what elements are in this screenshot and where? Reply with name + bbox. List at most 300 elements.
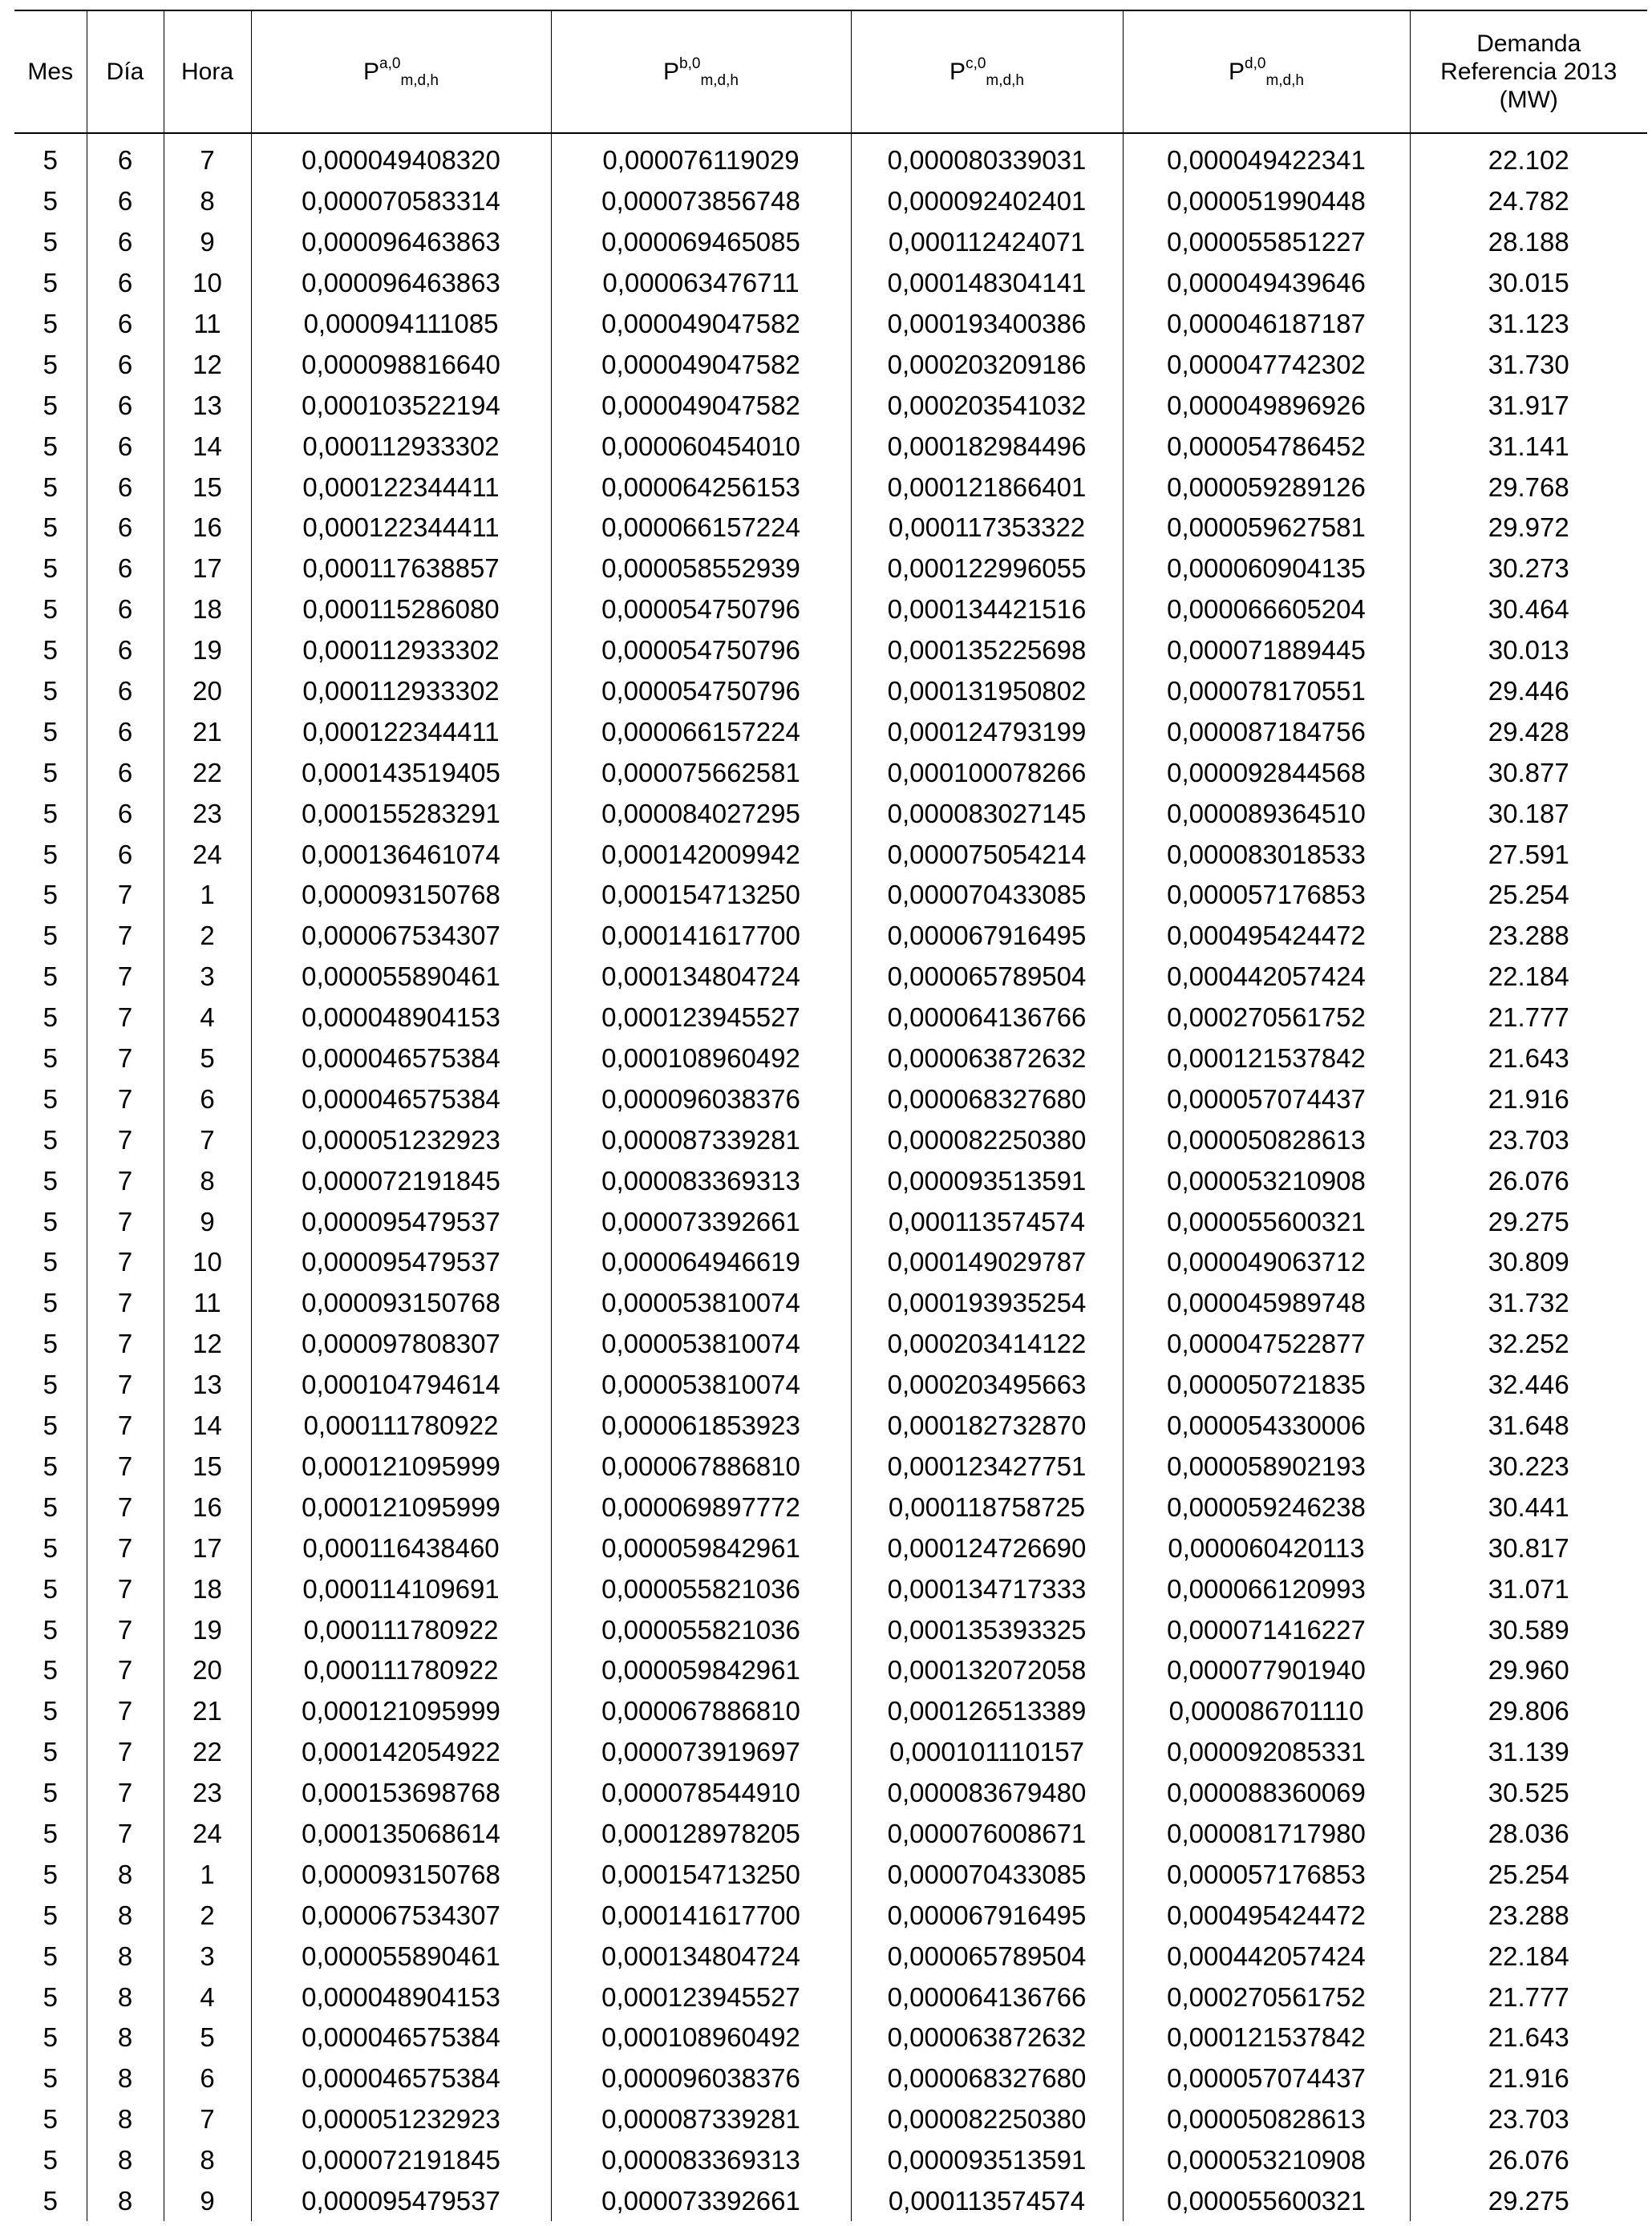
header-p-a-base: P <box>363 59 380 85</box>
p-c-cell: 0,000093513591 <box>851 2140 1123 2181</box>
mes-cell: 5 <box>43 1655 58 1686</box>
p-c-cell: 0,000068327680 <box>851 2058 1123 2099</box>
p-b-cell: 0,000123945527 <box>551 1977 851 2018</box>
table-row <box>14 834 1647 875</box>
demanda-cell: 30.015 <box>1410 263 1647 304</box>
p-b-cell: 0,000073856748 <box>551 181 851 222</box>
p-d-cell: 0,000059246238 <box>1123 1487 1410 1528</box>
p-b-cell: 0,000073392661 <box>551 1201 851 1242</box>
p-a-cell: 0,000098816640 <box>251 344 551 385</box>
hora-cell: 20 <box>164 1650 251 1691</box>
p-a-cell: 0,000096463863 <box>251 222 551 263</box>
demanda-cell: 29.275 <box>1410 2181 1647 2222</box>
p-a-cell: 0,000121095999 <box>251 1487 551 1528</box>
p-b-cell: 0,000060454010 <box>551 426 851 467</box>
p-a-cell: 0,000048904153 <box>251 998 551 1038</box>
table-row <box>14 344 1647 385</box>
header-demanda-line2: Referencia 2013 <box>1440 59 1618 85</box>
hora-cell: 14 <box>164 426 251 467</box>
p-b-cell: 0,000069897772 <box>551 1487 851 1528</box>
hora-cell: 15 <box>164 467 251 508</box>
mes-cell: 5 <box>43 268 58 298</box>
dia-cell: 8 <box>87 2181 164 2222</box>
demanda-cell: 30.817 <box>1410 1528 1647 1568</box>
p-c-cell: 0,000065789504 <box>851 1936 1123 1977</box>
p-c-cell: 0,000064136766 <box>851 1977 1123 2018</box>
p-b-cell: 0,000067886810 <box>551 1691 851 1732</box>
header-dia: Día <box>87 10 164 133</box>
mes-cell: 5 <box>43 1573 58 1604</box>
dia-cell: 8 <box>87 2018 164 2058</box>
p-d-cell: 0,000051990448 <box>1123 181 1410 222</box>
p-c-cell: 0,000067916495 <box>851 1895 1123 1936</box>
demanda-cell: 25.254 <box>1410 1854 1647 1895</box>
table-row <box>14 1119 1647 1160</box>
p-d-cell: 0,000045989748 <box>1123 1283 1410 1324</box>
demanda-cell: 30.273 <box>1410 548 1647 589</box>
p-b-cell: 0,000073392661 <box>551 2181 851 2222</box>
mes-cell: 5 <box>43 1737 58 1767</box>
p-c-cell: 0,000182984496 <box>851 426 1123 467</box>
p-a-cell: 0,000114109691 <box>251 1568 551 1609</box>
hora-cell: 14 <box>164 1406 251 1447</box>
p-b-cell: 0,000108960492 <box>551 2018 851 2058</box>
p-a-cell: 0,000122344411 <box>251 711 551 752</box>
mes-cell: 5 <box>43 1002 58 1033</box>
dia-cell: 7 <box>87 1691 164 1732</box>
table-row <box>14 2018 1647 2058</box>
mes-cell: 5 <box>43 349 58 379</box>
p-c-cell: 0,000122996055 <box>851 548 1123 589</box>
p-b-cell: 0,000059842961 <box>551 1650 851 1691</box>
table-row <box>14 1977 1647 2018</box>
header-p-b-base: P <box>663 59 680 85</box>
demanda-cell: 23.703 <box>1410 1119 1647 1160</box>
p-d-cell: 0,000055851227 <box>1123 222 1410 263</box>
table-row <box>14 1242 1647 1283</box>
dia-cell: 7 <box>87 1814 164 1855</box>
table-row <box>14 426 1647 467</box>
hora-cell: 7 <box>164 2099 251 2140</box>
p-b-cell: 0,000087339281 <box>551 1119 851 1160</box>
mes-cell: 5 <box>43 2185 58 2216</box>
p-b-cell: 0,000069465085 <box>551 222 851 263</box>
p-c-cell: 0,000063872632 <box>851 1038 1123 1079</box>
dia-cell: 7 <box>87 1487 164 1528</box>
hora-cell: 21 <box>164 1691 251 1732</box>
mes-cell: 5 <box>43 839 58 869</box>
hora-cell: 5 <box>164 1038 251 1079</box>
table-row <box>14 1691 1647 1732</box>
header-p-a-sub: m,d,h <box>400 72 439 89</box>
p-c-cell: 0,000148304141 <box>851 263 1123 304</box>
table-row <box>14 711 1647 752</box>
mes-cell: 5 <box>43 1981 58 2012</box>
p-c-cell: 0,000203209186 <box>851 344 1123 385</box>
hora-cell: 7 <box>164 1119 251 1160</box>
table-row <box>14 1732 1647 1773</box>
p-a-cell: 0,000067534307 <box>251 916 551 957</box>
demanda-cell: 30.013 <box>1410 630 1647 671</box>
demanda-cell: 21.643 <box>1410 2018 1647 2058</box>
hora-cell: 15 <box>164 1447 251 1487</box>
p-a-cell: 0,000122344411 <box>251 467 551 508</box>
p-b-cell: 0,000049047582 <box>551 385 851 426</box>
dia-cell: 8 <box>87 2140 164 2181</box>
hora-cell: 23 <box>164 1773 251 1814</box>
hourly-profile-table <box>14 10 1647 2221</box>
mes-cell: 5 <box>43 1206 58 1236</box>
p-c-cell: 0,000118758725 <box>851 1487 1123 1528</box>
p-d-cell: 0,000083018533 <box>1123 834 1410 875</box>
table-row <box>14 1895 1647 1936</box>
p-a-cell: 0,000072191845 <box>251 2140 551 2181</box>
hora-cell: 18 <box>164 589 251 630</box>
demanda-cell: 29.806 <box>1410 1691 1647 1732</box>
hora-cell: 9 <box>164 222 251 263</box>
table-body <box>14 133 1647 2221</box>
dia-cell: 6 <box>87 467 164 508</box>
p-a-cell: 0,000143519405 <box>251 752 551 793</box>
hora-cell: 9 <box>164 1201 251 1242</box>
hora-cell: 12 <box>164 1324 251 1365</box>
p-c-cell: 0,000067916495 <box>851 916 1123 957</box>
dia-cell: 7 <box>87 1406 164 1447</box>
mes-cell: 5 <box>43 1614 58 1645</box>
p-a-cell: 0,000111780922 <box>251 1406 551 1447</box>
table-row <box>14 1283 1647 1324</box>
table-row <box>14 1936 1647 1977</box>
dia-cell: 7 <box>87 998 164 1038</box>
dia-cell: 7 <box>87 1079 164 1119</box>
p-a-cell: 0,000121095999 <box>251 1447 551 1487</box>
table-row <box>14 2140 1647 2181</box>
p-a-cell: 0,000051232923 <box>251 2099 551 2140</box>
p-a-cell: 0,000155283291 <box>251 793 551 834</box>
p-a-cell: 0,000104794614 <box>251 1365 551 1406</box>
table-row <box>14 630 1647 671</box>
mes-cell: 5 <box>43 1778 58 1808</box>
table-row <box>14 957 1647 998</box>
hora-cell: 20 <box>164 671 251 712</box>
mes-cell: 5 <box>43 1288 58 1318</box>
hora-cell: 16 <box>164 508 251 548</box>
header-p-b-sub: m,d,h <box>700 72 739 89</box>
mes-cell: 5 <box>43 1941 58 1971</box>
p-a-cell: 0,000055890461 <box>251 1936 551 1977</box>
p-d-cell: 0,000057176853 <box>1123 875 1410 916</box>
table-row <box>14 1447 1647 1487</box>
dia-cell: 7 <box>87 1283 164 1324</box>
p-d-cell: 0,000066605204 <box>1123 589 1410 630</box>
p-d-cell: 0,000270561752 <box>1123 1977 1410 2018</box>
table-row <box>14 1528 1647 1568</box>
mes-cell: 5 <box>43 1451 58 1481</box>
dia-cell: 6 <box>87 181 164 222</box>
hora-cell: 4 <box>164 998 251 1038</box>
table-row <box>14 1365 1647 1406</box>
demanda-cell: 31.071 <box>1410 1568 1647 1609</box>
table-row <box>14 2099 1647 2140</box>
hora-cell: 10 <box>164 263 251 304</box>
p-d-cell: 0,000047742302 <box>1123 344 1410 385</box>
mes-cell: 5 <box>43 186 58 217</box>
p-c-cell: 0,000063872632 <box>851 2018 1123 2058</box>
p-d-cell: 0,000092844568 <box>1123 752 1410 793</box>
p-c-cell: 0,000100078266 <box>851 752 1123 793</box>
mes-cell: 5 <box>43 798 58 828</box>
p-b-cell: 0,000059842961 <box>551 1528 851 1568</box>
p-a-cell: 0,000095479537 <box>251 1201 551 1242</box>
p-c-cell: 0,000070433085 <box>851 875 1123 916</box>
hora-cell: 2 <box>164 1895 251 1936</box>
p-b-cell: 0,000083369313 <box>551 1160 851 1201</box>
dia-cell: 6 <box>87 834 164 875</box>
p-c-cell: 0,000124793199 <box>851 711 1123 752</box>
hora-cell: 21 <box>164 711 251 752</box>
demanda-cell: 29.428 <box>1410 711 1647 752</box>
p-a-cell: 0,000046575384 <box>251 2018 551 2058</box>
dia-cell: 6 <box>87 304 164 345</box>
p-b-cell: 0,000053810074 <box>551 1324 851 1365</box>
table-row <box>14 2058 1647 2099</box>
mes-cell: 5 <box>43 145 58 176</box>
demanda-cell: 21.777 <box>1410 998 1647 1038</box>
dia-cell: 6 <box>87 222 164 263</box>
p-b-cell: 0,000084027295 <box>551 793 851 834</box>
p-d-cell: 0,000121537842 <box>1123 2018 1410 2058</box>
mes-cell: 5 <box>43 1370 58 1400</box>
p-c-cell: 0,000203414122 <box>851 1324 1123 1365</box>
p-a-cell: 0,000046575384 <box>251 1038 551 1079</box>
p-b-cell: 0,000053810074 <box>551 1365 851 1406</box>
p-d-cell: 0,000071889445 <box>1123 630 1410 671</box>
table-row <box>14 1160 1647 1201</box>
dia-cell: 7 <box>87 1324 164 1365</box>
header-row <box>14 10 1647 133</box>
hora-cell: 12 <box>164 344 251 385</box>
p-a-cell: 0,000111780922 <box>251 1609 551 1650</box>
hora-cell: 24 <box>164 834 251 875</box>
p-d-cell: 0,000121537842 <box>1123 1038 1410 1079</box>
demanda-cell: 23.288 <box>1410 1895 1647 1936</box>
hora-cell: 10 <box>164 1242 251 1283</box>
hora-cell: 17 <box>164 1528 251 1568</box>
mes-cell: 5 <box>43 676 58 706</box>
p-b-cell: 0,000061853923 <box>551 1406 851 1447</box>
p-b-cell: 0,000123945527 <box>551 998 851 1038</box>
hora-cell: 19 <box>164 1609 251 1650</box>
p-b-cell: 0,000063476711 <box>551 263 851 304</box>
p-a-cell: 0,000117638857 <box>251 548 551 589</box>
header-p-c-base: P <box>949 59 966 85</box>
mes-cell: 5 <box>43 553 58 584</box>
p-b-cell: 0,000154713250 <box>551 875 851 916</box>
demanda-cell: 24.782 <box>1410 181 1647 222</box>
hora-cell: 2 <box>164 916 251 957</box>
hora-cell: 24 <box>164 1814 251 1855</box>
p-d-cell: 0,000058902193 <box>1123 1447 1410 1487</box>
p-a-cell: 0,000072191845 <box>251 1160 551 1201</box>
mes-cell: 5 <box>43 1083 58 1114</box>
p-a-cell: 0,000051232923 <box>251 1119 551 1160</box>
p-d-cell: 0,000078170551 <box>1123 671 1410 712</box>
p-c-cell: 0,000083027145 <box>851 793 1123 834</box>
p-c-cell: 0,000193400386 <box>851 304 1123 345</box>
mes-cell: 5 <box>43 2022 58 2053</box>
header-p-b <box>551 10 851 133</box>
dia-cell: 8 <box>87 1895 164 1936</box>
p-b-cell: 0,000049047582 <box>551 344 851 385</box>
p-d-cell: 0,000442057424 <box>1123 957 1410 998</box>
p-d-cell: 0,000054330006 <box>1123 1406 1410 1447</box>
demanda-cell: 30.525 <box>1410 1773 1647 1814</box>
mes-cell: 5 <box>43 227 58 257</box>
p-a-cell: 0,000070583314 <box>251 181 551 222</box>
header-demanda-line1: Demanda <box>1476 30 1581 57</box>
table-row <box>14 1038 1647 1079</box>
p-b-cell: 0,000087339281 <box>551 2099 851 2140</box>
demanda-cell: 21.777 <box>1410 1977 1647 2018</box>
hora-cell: 17 <box>164 548 251 589</box>
demanda-cell: 29.446 <box>1410 671 1647 712</box>
mes-cell: 5 <box>43 880 58 910</box>
p-c-cell: 0,000082250380 <box>851 2099 1123 2140</box>
p-a-cell: 0,000112933302 <box>251 671 551 712</box>
p-b-cell: 0,000083369313 <box>551 2140 851 2181</box>
demanda-cell: 22.184 <box>1410 957 1647 998</box>
demanda-cell: 31.732 <box>1410 1283 1647 1324</box>
dia-cell: 6 <box>87 671 164 712</box>
p-a-cell: 0,000046575384 <box>251 2058 551 2099</box>
p-d-cell: 0,000088360069 <box>1123 1773 1410 1814</box>
mes-cell: 5 <box>43 1532 58 1563</box>
p-a-cell: 0,000095479537 <box>251 2181 551 2222</box>
demanda-cell: 22.184 <box>1410 1936 1647 1977</box>
p-d-cell: 0,000442057424 <box>1123 1936 1410 1977</box>
p-c-cell: 0,000203495663 <box>851 1365 1123 1406</box>
p-c-cell: 0,000113574574 <box>851 2181 1123 2222</box>
p-d-cell: 0,000046187187 <box>1123 304 1410 345</box>
header-p-b-sup: b,0 <box>679 55 701 72</box>
mes-cell: 5 <box>43 1491 58 1522</box>
p-d-cell: 0,000049063712 <box>1123 1242 1410 1283</box>
hora-cell: 4 <box>164 1977 251 2018</box>
header-p-d <box>1123 10 1410 133</box>
p-d-cell: 0,000057074437 <box>1123 1079 1410 1119</box>
p-c-cell: 0,000093513591 <box>851 1160 1123 1201</box>
table-row <box>14 548 1647 589</box>
data-table-sheet <box>14 10 1647 2221</box>
mes-cell: 5 <box>43 472 58 502</box>
p-a-cell: 0,000115286080 <box>251 589 551 630</box>
hora-cell: 3 <box>164 957 251 998</box>
mes-cell: 5 <box>43 2145 58 2175</box>
demanda-cell: 29.960 <box>1410 1650 1647 1691</box>
dia-cell: 7 <box>87 1160 164 1201</box>
p-a-cell: 0,000135068614 <box>251 1814 551 1855</box>
p-c-cell: 0,000135393325 <box>851 1609 1123 1650</box>
demanda-cell: 30.589 <box>1410 1609 1647 1650</box>
demanda-cell: 21.643 <box>1410 1038 1647 1079</box>
hora-cell: 23 <box>164 793 251 834</box>
header-p-a-sup: a,0 <box>379 55 401 72</box>
p-a-cell: 0,000048904153 <box>251 1977 551 2018</box>
p-b-cell: 0,000053810074 <box>551 1283 851 1324</box>
dia-cell: 6 <box>87 589 164 630</box>
p-d-cell: 0,000495424472 <box>1123 916 1410 957</box>
hora-cell: 8 <box>164 2140 251 2181</box>
hora-cell: 1 <box>164 875 251 916</box>
p-b-cell: 0,000096038376 <box>551 2058 851 2099</box>
p-c-cell: 0,000134717333 <box>851 1568 1123 1609</box>
p-d-cell: 0,000053210908 <box>1123 1160 1410 1201</box>
p-a-cell: 0,000067534307 <box>251 1895 551 1936</box>
p-d-cell: 0,000059289126 <box>1123 467 1410 508</box>
dia-cell: 8 <box>87 1936 164 1977</box>
demanda-cell: 29.768 <box>1410 467 1647 508</box>
dia-cell: 7 <box>87 957 164 998</box>
hora-cell: 11 <box>164 1283 251 1324</box>
p-b-cell: 0,000054750796 <box>551 630 851 671</box>
mes-cell: 5 <box>43 309 58 338</box>
p-d-cell: 0,000057176853 <box>1123 1854 1410 1895</box>
table-row <box>14 1201 1647 1242</box>
p-b-cell: 0,000078544910 <box>551 1773 851 1814</box>
p-b-cell: 0,000128978205 <box>551 1814 851 1855</box>
mes-cell: 5 <box>43 757 58 787</box>
table-row <box>14 508 1647 548</box>
header-hora: Hora <box>164 10 251 133</box>
dia-cell: 6 <box>87 711 164 752</box>
header-p-c <box>851 10 1123 133</box>
p-c-cell: 0,000203541032 <box>851 385 1123 426</box>
p-b-cell: 0,000066157224 <box>551 508 851 548</box>
demanda-cell: 25.254 <box>1410 875 1647 916</box>
dia-cell: 6 <box>87 508 164 548</box>
table-row <box>14 133 1647 181</box>
mes-cell: 5 <box>43 1329 58 1359</box>
mes-cell: 5 <box>43 635 58 666</box>
header-p-c-sub: m,d,h <box>986 72 1024 89</box>
demanda-cell: 26.076 <box>1410 2140 1647 2181</box>
dia-cell: 6 <box>87 344 164 385</box>
p-c-cell: 0,000123427751 <box>851 1447 1123 1487</box>
dia-cell: 8 <box>87 1977 164 2018</box>
p-b-cell: 0,000055821036 <box>551 1568 851 1609</box>
mes-cell: 5 <box>43 1900 58 1930</box>
hora-cell: 18 <box>164 1568 251 1609</box>
header-p-c-sup: c,0 <box>966 55 986 72</box>
dia-cell: 6 <box>87 133 164 181</box>
table-row <box>14 1814 1647 1855</box>
p-a-cell: 0,000111780922 <box>251 1650 551 1691</box>
p-a-cell: 0,000112933302 <box>251 426 551 467</box>
p-d-cell: 0,000092085331 <box>1123 1732 1410 1773</box>
p-b-cell: 0,000067886810 <box>551 1447 851 1487</box>
demanda-cell: 27.591 <box>1410 834 1647 875</box>
p-d-cell: 0,000077901940 <box>1123 1650 1410 1691</box>
p-c-cell: 0,000080339031 <box>851 133 1123 181</box>
dia-cell: 7 <box>87 1528 164 1568</box>
dia-cell: 7 <box>87 1242 164 1283</box>
header-demanda-line3: (MW) <box>1499 87 1558 113</box>
mes-cell: 5 <box>43 1410 58 1441</box>
dia-cell: 7 <box>87 1201 164 1242</box>
p-b-cell: 0,000134804724 <box>551 1936 851 1977</box>
dia-cell: 7 <box>87 1447 164 1487</box>
p-d-cell: 0,000495424472 <box>1123 1895 1410 1936</box>
